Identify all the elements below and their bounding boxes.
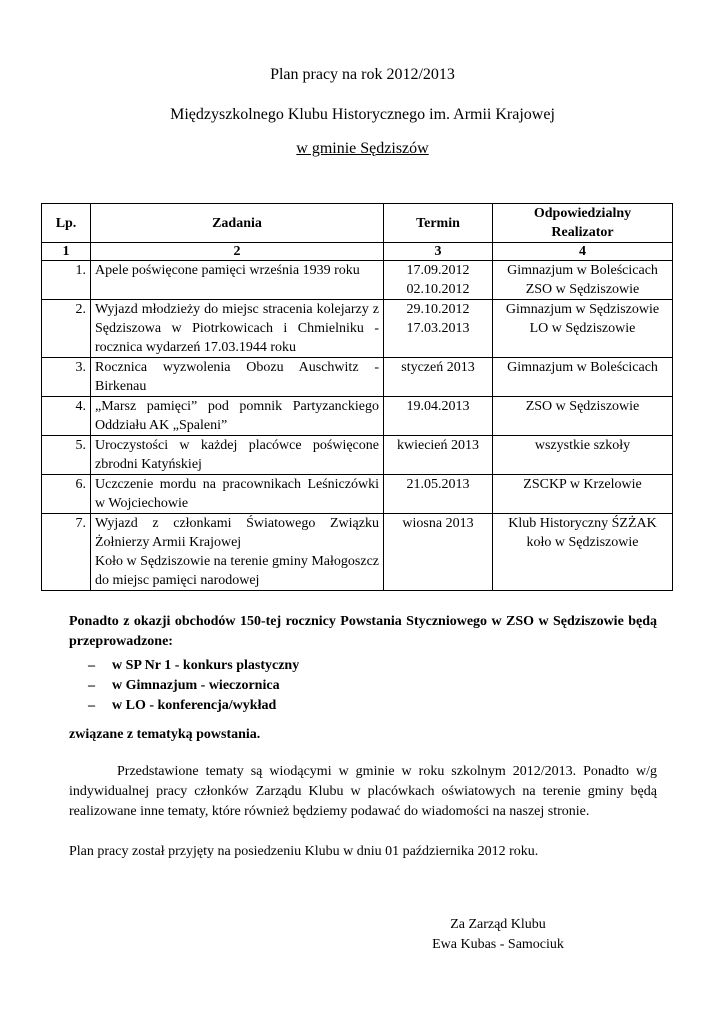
list-item-text: w LO - konferencja/wykład xyxy=(112,698,277,713)
header-lp: Lp. xyxy=(42,204,91,243)
table-row xyxy=(42,300,673,358)
row-task: Uczczenie mordu na pracownikach Leśniczówki w Wojciechowie xyxy=(91,475,384,514)
row-term: 17.09.2012 02.10.2012 xyxy=(384,261,493,300)
list-item xyxy=(88,696,299,716)
row-number: 4. xyxy=(42,397,91,436)
row-responsible: Gimnazjum w Boleścicach ZSO w Sędziszowie xyxy=(493,261,673,300)
table-header-row xyxy=(42,204,673,243)
row-task: Wyjazd młodzieży do miejsc stracenia kolejarzy z Sędziszowa w Piotrkowicach i Chmielniku - rocznica wydarzeń 17.03.1944 roku xyxy=(91,300,384,358)
document-title: Plan pracy na rok 2012/2013 xyxy=(270,66,455,83)
table-row xyxy=(42,261,673,300)
list-item-text: w Gimnazjum - wieczornica xyxy=(112,678,280,693)
row-responsible: wszystkie szkoły xyxy=(493,436,673,475)
row-responsible: ZSCKP w Krzelowie xyxy=(493,475,673,514)
row-term: styczeń 2013 xyxy=(384,358,493,397)
table-row xyxy=(42,475,673,514)
row-responsible: Klub Historyczny ŚZŻAK koło w Sędziszowie xyxy=(493,514,673,591)
row-number: 1. xyxy=(42,261,91,300)
table-row xyxy=(42,358,673,397)
row-term: kwiecień 2013 xyxy=(384,436,493,475)
list-item xyxy=(88,656,299,676)
signature-title: Za Zarząd Klubu xyxy=(450,917,546,932)
column-number: 2 xyxy=(91,243,384,261)
header-responsible: Odpowiedzialny Realizator xyxy=(493,204,673,243)
table-row xyxy=(42,514,673,591)
document-location: w gminie Sędziszów xyxy=(296,140,429,157)
row-responsible: ZSO w Sędziszowie xyxy=(493,397,673,436)
row-number: 7. xyxy=(42,514,91,591)
row-term: wiosna 2013 xyxy=(384,514,493,591)
row-responsible: Gimnazjum w Sędziszowie LO w Sędziszowie xyxy=(493,300,673,358)
row-term: 19.04.2013 xyxy=(384,397,493,436)
list-marker: – xyxy=(88,658,95,673)
column-number: 3 xyxy=(384,243,493,261)
row-task: Wyjazd z członkami Światowego Związku Żołnierzy Armii Krajowej Koło w Sędziszowie na terenie gminy Małogoszcz do miejsc pamięci narodowej xyxy=(91,514,384,591)
column-number: 4 xyxy=(493,243,673,261)
list-marker: – xyxy=(88,698,95,713)
row-number: 3. xyxy=(42,358,91,397)
row-task: „Marsz pamięci” pod pomnik Partyzanckiego Oddziału AK „Spaleni” xyxy=(91,397,384,436)
table-row xyxy=(42,397,673,436)
row-number: 2. xyxy=(42,300,91,358)
document-subtitle: Międzyszkolnego Klubu Historycznego im. Armii Krajowej xyxy=(170,106,555,123)
row-number: 5. xyxy=(42,436,91,475)
body-paragraph: Przedstawione tematy są wiodącymi w gminie w roku szkolnym 2012/2013. Ponadto w/g indywidualnej pracy członków Zarządu Klubu w placówkach oświatowych na terenie gminy będą realizowane inne tematy, które również będziemy podawać do wiadomości na naszej stronie. xyxy=(69,764,657,819)
list-marker: – xyxy=(88,678,95,693)
list-item xyxy=(88,676,299,696)
row-responsible: Gimnazjum w Boleścicach xyxy=(493,358,673,397)
row-task: Apele poświęcone pamięci września 1939 roku xyxy=(91,261,384,300)
signature-name: Ewa Kubas - Samociuk xyxy=(432,937,564,952)
event-list xyxy=(88,656,299,716)
column-number: 1 xyxy=(42,243,91,261)
header-term: Termin xyxy=(384,204,493,243)
column-number-row xyxy=(42,243,673,261)
table-row xyxy=(42,436,673,475)
after-list-text: związane z tematyką powstania. xyxy=(69,727,261,742)
intro-paragraph: Ponadto z okazji obchodów 150-tej rocznicy Powstania Styczniowego w ZSO w Sędziszowie będą przeprowadzone: xyxy=(69,614,657,649)
row-number: 6. xyxy=(42,475,91,514)
row-task: Uroczystości w każdej placówce poświęcone zbrodni Katyńskiej xyxy=(91,436,384,475)
closing-line: Plan pracy został przyjęty na posiedzeniu Klubu w dniu 01 października 2012 roku. xyxy=(69,844,539,859)
plan-table xyxy=(41,203,673,591)
row-term: 21.05.2013 xyxy=(384,475,493,514)
list-item-text: w SP Nr 1 - konkurs plastyczny xyxy=(112,658,300,673)
header-tasks: Zadania xyxy=(91,204,384,243)
row-task: Rocznica wyzwolenia Obozu Auschwitz - Birkenau xyxy=(91,358,384,397)
row-term: 29.10.2012 17.03.2013 xyxy=(384,300,493,358)
